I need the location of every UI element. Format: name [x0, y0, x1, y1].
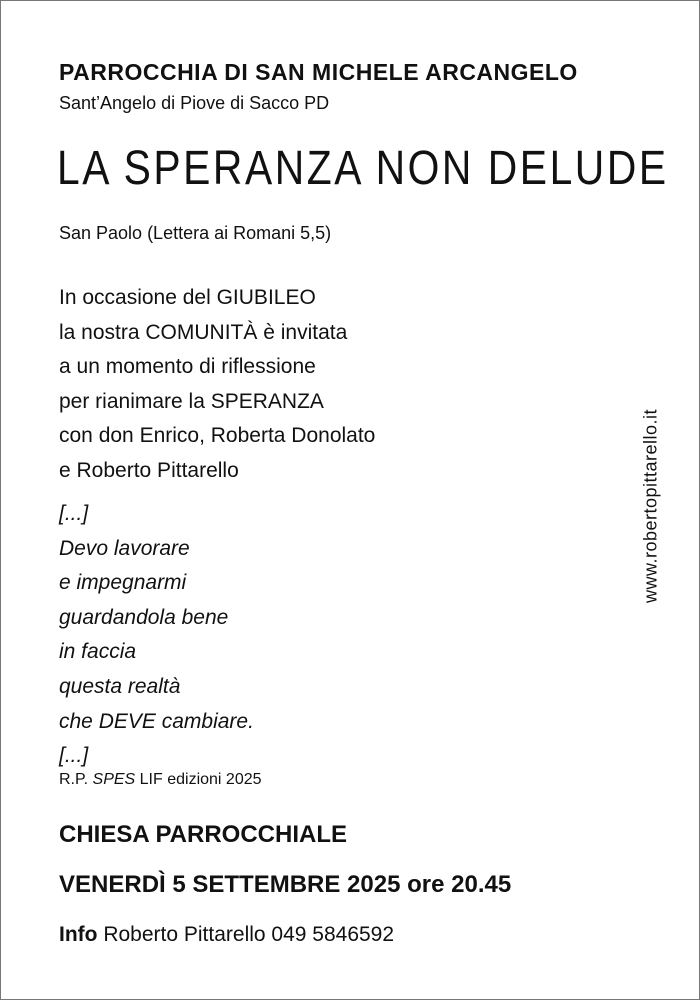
- intro-line: per rianimare la SPERANZA: [59, 389, 324, 413]
- intro-line: con don Enrico, Roberta Donolato: [59, 424, 376, 447]
- event-datetime: VENERDÌ 5 SETTEMBRE 2025 ore 20.45: [59, 871, 512, 898]
- intro-line: e Roberto Pittarello: [59, 458, 239, 482]
- source-book: SPES: [92, 771, 136, 788]
- info-text: Roberto Pittarello 049 5846592: [103, 923, 395, 946]
- quote-line: questa realtà: [59, 674, 181, 698]
- source-author: R.P.: [59, 771, 89, 788]
- quote-line: Devo lavorare: [59, 536, 190, 560]
- quote-line: [...]: [59, 502, 89, 525]
- quote-line: che DEVE cambiare.: [59, 709, 254, 733]
- parish-location: Sant’Angelo di Piove di Sacco PD: [59, 93, 330, 113]
- intro-line: a un momento di riflessione: [59, 355, 316, 378]
- intro-line: la nostra COMUNITÀ è invitata: [59, 320, 348, 344]
- quote-line: guardandola bene: [59, 605, 229, 629]
- event-venue: CHIESA PARROCCHIALE: [59, 821, 348, 848]
- quote-source: [59, 771, 262, 789]
- poem-quote: [59, 497, 254, 774]
- contact-info: [59, 923, 394, 947]
- intro-line: In occasione del GIUBILEO: [59, 286, 316, 309]
- title-citation: San Paolo (Lettera ai Romani 5,5): [59, 223, 332, 243]
- quote-line: [...]: [59, 744, 89, 768]
- quote-line: e impegnarmi: [59, 571, 187, 595]
- source-publisher: LIF edizioni 2025: [139, 771, 262, 788]
- intro-text: [59, 281, 375, 488]
- event-title: LA SPERANZA NON DELUDE: [57, 142, 669, 195]
- parish-name: PARROCCHIA DI SAN MICHELE ARCANGELO: [59, 59, 578, 85]
- website-link[interactable]: www.robertopittarello.it: [640, 408, 661, 604]
- quote-line: in faccia: [59, 640, 137, 664]
- info-label: Info: [59, 923, 98, 946]
